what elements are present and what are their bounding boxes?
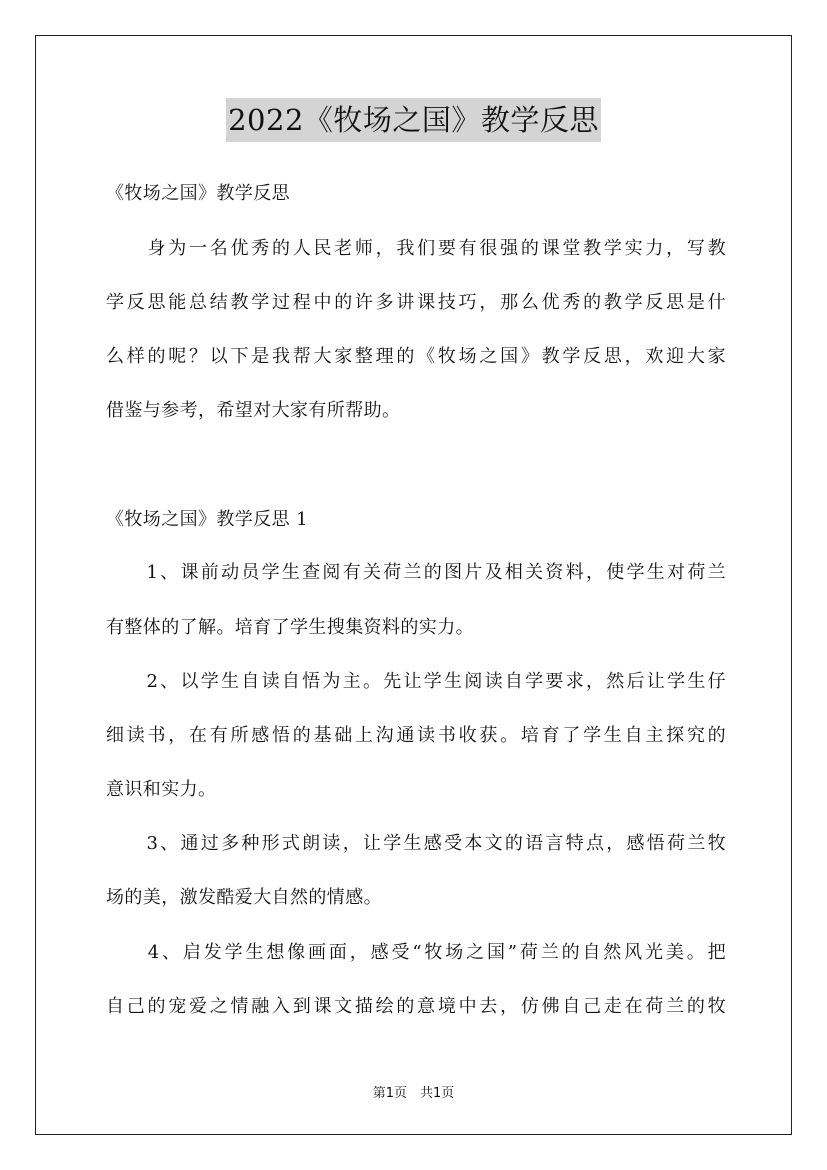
intro-line: 借鉴与参考，希望对大家有所帮助。 xyxy=(106,400,401,421)
intro-line: 身为一名优秀的人民老师，我们要有很强的课堂教学实力，写教 xyxy=(106,238,726,259)
body-line: 细读书，在有所感悟的基础上沟通读书收获。培育了学生自主探究的 xyxy=(106,725,726,746)
intro-line: 学反思能总结教学过程中的许多讲课技巧，那么优秀的教学反思是什 xyxy=(106,292,726,313)
body-line: 场的美，激发酷爱大自然的情感。 xyxy=(106,887,382,908)
body-line: 2、以学生自读自悟为主。先让学生阅读自学要求，然后让学生仔 xyxy=(106,671,726,692)
body-line: 意识和实力。 xyxy=(106,779,217,800)
section-heading: 《牧场之国》教学反思 1 xyxy=(106,509,308,530)
body-line: 1、课前动员学生查阅有关荷兰的图片及相关资料，使学生对荷兰 xyxy=(106,562,726,583)
body-line: 有整体的了解。培育了学生搜集资料的实力。 xyxy=(106,617,474,638)
body-line: 自己的宠爱之情融入到课文描绘的意境中去，仿佛自己走在荷兰的牧 xyxy=(106,996,726,1017)
document-title: 2022《牧场之国》教学反思 xyxy=(226,98,601,142)
page-footer: 第1页 共1页 xyxy=(372,1086,455,1101)
document-subtitle: 《牧场之国》教学反思 xyxy=(106,183,290,204)
intro-line: 么样的呢？以下是我帮大家整理的《牧场之国》教学反思，欢迎大家 xyxy=(106,346,726,367)
body-line: 3、通过多种形式朗读，让学生感受本文的语言特点，感悟荷兰牧 xyxy=(106,833,726,854)
body-line: 4、启发学生想像画面，感受“牧场之国”荷兰的自然风光美。把 xyxy=(106,942,726,963)
title-container xyxy=(0,98,827,142)
